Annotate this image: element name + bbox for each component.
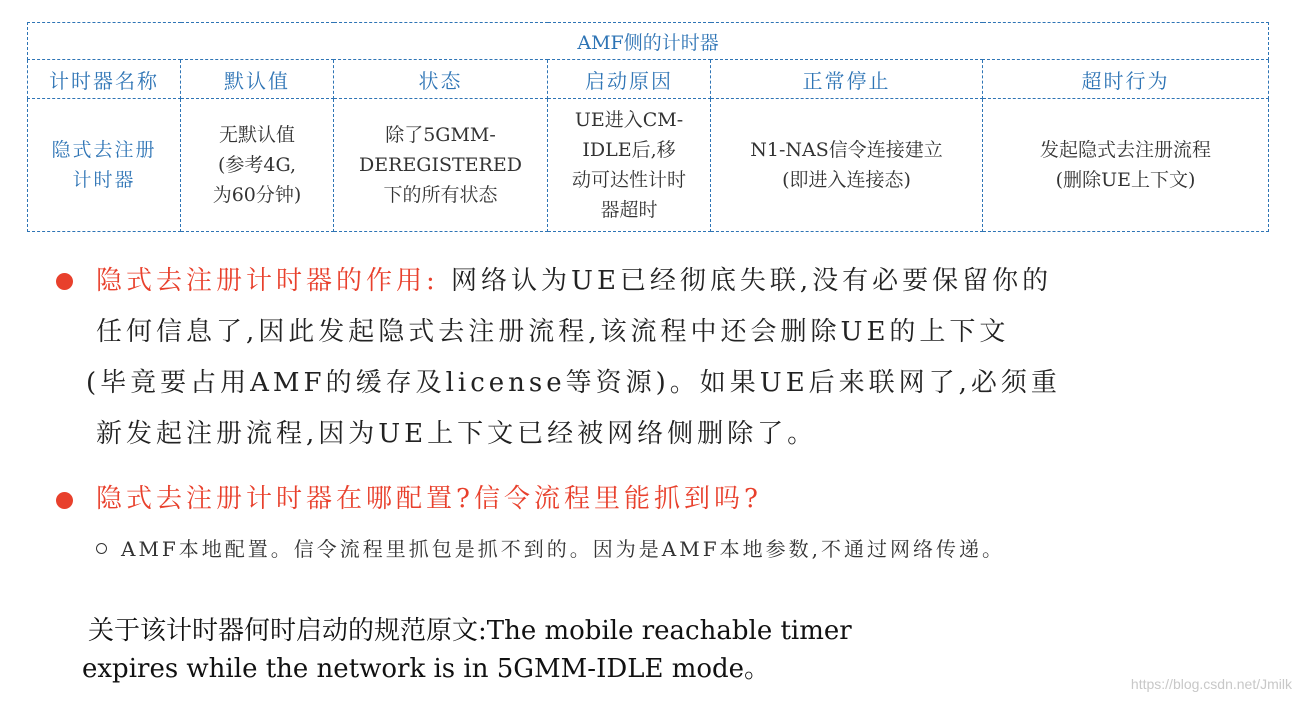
bullet-config-question: 隐式去注册计时器在哪配置?信令流程里能抓到吗? (96, 484, 762, 514)
bullet-purpose-line-2: 任何信息了,因此发起隐式去注册流程,该流程中还会删除UE的上下文 (96, 317, 1010, 347)
bullet-purpose-line-3: (毕竟要占用AMF的缓存及license等资源)。如果UE后来联网了,必须重 (86, 368, 1061, 398)
bullet-dot-icon (56, 492, 73, 509)
cell-start-reason (548, 99, 711, 232)
cell-line: 计时器 (72, 169, 136, 191)
cell-line: (即进入连接态) (782, 169, 911, 191)
cell-line: N1-NAS信令连接建立 (750, 139, 943, 161)
cell-timeout-behavior (983, 99, 1269, 232)
cell-line: 无默认值 (218, 124, 295, 146)
cell-line: 隐式去注册 (51, 139, 157, 161)
table-caption: AMF侧的计时器 (28, 23, 1269, 60)
bullet-config-answer-text: AMF本地配置。信令流程里抓包是抓不到的。因为是AMF本地参数,不通过网络传递。 (121, 537, 1005, 561)
header-state: 状态 (334, 60, 548, 99)
spec-quote-line-1: 关于该计时器何时启动的规范原文:The mobile reachable timer (88, 616, 852, 646)
amf-timer-table (27, 22, 1269, 232)
cell-line: (删除UE上下文) (1055, 169, 1196, 191)
header-start-reason: 启动原因 (548, 60, 711, 99)
bullet-purpose-line-4: 新发起注册流程,因为UE上下文已经被网络侧删除了。 (96, 419, 818, 449)
cell-line: IDLE后,移 (582, 139, 676, 161)
cell-line: 发起隐式去注册流程 (1040, 139, 1212, 161)
cell-line: 除了5GMM- (385, 124, 496, 146)
header-timer-name: 计时器名称 (28, 60, 181, 99)
cell-timer-name (28, 99, 181, 232)
table-row (28, 99, 1269, 232)
header-default-value: 默认值 (181, 60, 334, 99)
header-timeout-behavior: 超时行为 (983, 60, 1269, 99)
cell-state (334, 99, 548, 232)
cell-normal-stop (711, 99, 983, 232)
cell-line: 为60分钟) (212, 184, 302, 206)
bullet-dot-icon (56, 273, 73, 290)
bullet-purpose-line-1 (96, 256, 1276, 307)
spec-quote (82, 612, 852, 688)
cell-line: 下的所有状态 (383, 184, 498, 206)
watermark: https://blog.csdn.net/Jmilk (1130, 676, 1292, 692)
cell-line: UE进入CM- (574, 109, 684, 131)
hollow-bullet-icon (96, 543, 107, 554)
bullet-purpose (86, 256, 1276, 460)
cell-line: 动可达性计时 (571, 169, 686, 191)
header-normal-stop: 正常停止 (711, 60, 983, 99)
bullet-config-answer (96, 533, 1005, 562)
cell-line: DEREGISTERED (359, 154, 522, 176)
cell-line: 器超时 (600, 199, 658, 221)
bullet-purpose-lead: 隐式去注册计时器的作用: (96, 266, 439, 296)
spec-quote-line-2: expires while the network is in 5GMM-IDLE mode。 (82, 654, 771, 684)
cell-line: (参考4G, (217, 154, 297, 176)
table-header-row (28, 60, 1269, 99)
cell-default-value (181, 99, 334, 232)
bullet-purpose-text: 网络认为UE已经彻底失联,没有必要保留你的 (438, 266, 1053, 296)
